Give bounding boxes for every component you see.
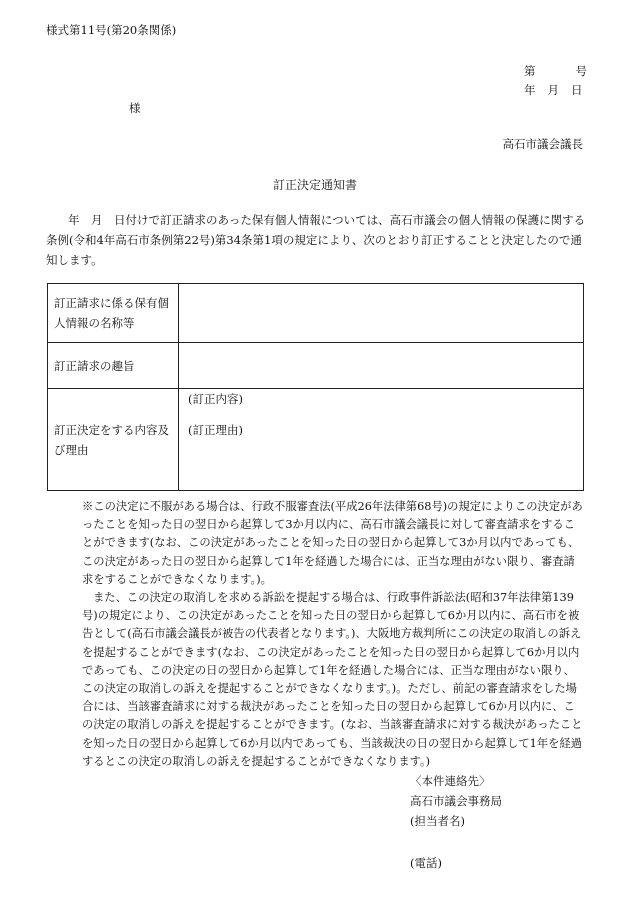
contact-office: 高石市議会事務局	[410, 794, 502, 808]
date-day-label: 日	[571, 83, 583, 97]
contact-person: (担当者名)	[410, 814, 465, 828]
row2-value	[179, 343, 584, 389]
row3-label: 訂正決定をする内容及び理由	[48, 389, 179, 491]
form-number: 様式第11号(第20条関係)	[46, 23, 177, 37]
contact-heading: 〈本件連絡先〉	[410, 774, 491, 788]
sender: 高石市議会議長	[502, 137, 583, 151]
document-title: 訂正決定通知書	[272, 178, 357, 192]
correction-content-label: (訂正内容)	[188, 392, 243, 406]
contact-phone: (電話)	[410, 856, 442, 870]
document-date	[524, 82, 583, 98]
row1-value	[179, 284, 584, 343]
recipient-suffix: 様	[129, 101, 141, 115]
row1-label: 訂正請求に係る保有個人情報の名称等	[48, 284, 179, 343]
lawsuit-note-paragraph: また、この決定の取消しを求める訴訟を提起する場合は、行政事件訴訟法(昭和37年法律第139号)の規定により、この決定があったことを知った日の翌日から起算して6か月以内に、高石市を被告として(高石市議会議長が被告の代表者となります。)、大阪地方裁判所にこの決定の取消しの訴えを提起することができます(なお、この決定があったことを知った日の翌日から起算して6か月以内であっても、この決定の日の翌日から起算して1年を経過した場合には、正当な理由がない限り、この決定の取消しの訴えを提起することができなくなります。)。ただし、前記の審査請求をした場合には、当該審査請求に対する裁決があったことを知った日の翌日から起算して6か月以内に、この決定の取消しの訴えを提起することができます。(なお、当該審査請求に対する裁決があったことを知った日の翌日から起算して6か月以内であっても、当該裁決の日の翌日から起算して1年を経過するとこの決定の取消しの訴えを提起することができなくなります。)	[82, 591, 583, 768]
document-number	[524, 63, 587, 79]
number-dai-label: 第	[524, 64, 536, 78]
correction-table	[47, 283, 584, 491]
contact-block	[410, 771, 502, 873]
appeal-note-paragraph: ※この決定に不服がある場合は、行政不服審査法(平成26年法律第68号)の規定によりこの決定があったことを知った日の翌日から起算して3か月以内に、高石市議会議長に対して審査請求をすることができます(なお、この決定があったことを知った日の翌日から起算して3か月以内であっても、この決定があった日の翌日から起算して1年を経過した場合には、正当な理由がない限り、審査請求をすることができなくなります。)。	[82, 500, 583, 586]
row2-label: 訂正請求の趣旨	[48, 343, 179, 389]
number-go-label: 号	[575, 64, 587, 78]
table-row	[48, 343, 584, 389]
date-month-label: 月	[547, 83, 559, 97]
table-row	[48, 284, 584, 343]
body-paragraph: 年 月 日付けで訂正請求のあった保有個人情報については、高石市議会の個人情報の保護に関する条例(令和4年高石市条例第22号)第34条第1項の規定により、次のとおり訂正することと決定したので通知します。	[46, 213, 586, 267]
row3-value	[179, 389, 584, 491]
correction-reason-label: (訂正理由)	[188, 423, 243, 437]
date-year-label: 年	[524, 83, 536, 97]
table-row	[48, 389, 584, 491]
appeal-notes	[82, 498, 586, 771]
